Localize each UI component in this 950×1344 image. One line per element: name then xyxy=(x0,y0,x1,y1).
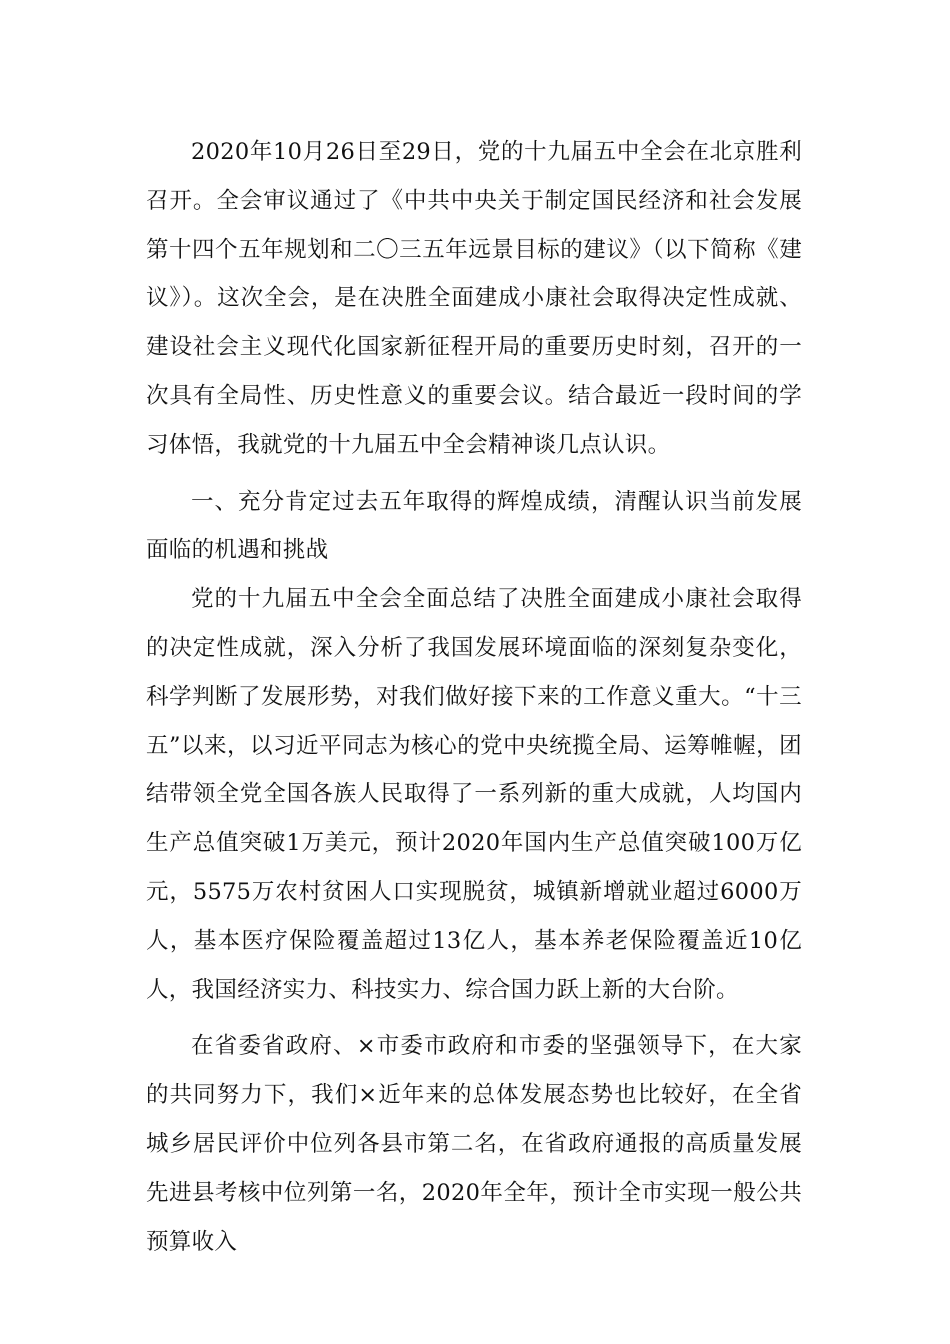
paragraph-intro: 2020年10月26日至29日，党的十九届五中全会在北京胜利召开。全会审议通过了《中共中央关于制定国民经济和社会发展第十四个五年规划和二〇三五年远景目标的建议》（以下简称《建议》）。这次全会，是在决胜全面建成小康社会取得决定性成就、建设社会主义现代化国家新征程开局的重要历史时刻，召开的一次具有全局性、历史性意义的重要会议。结合最近一段时间的学习体悟，我就党的十九届五中全会精神谈几点认识。 xyxy=(146,139,802,458)
section-heading-1: 一、充分肯定过去五年取得的辉煌成绩，清醒认识当前发展面临的机遇和挑战 xyxy=(146,488,802,564)
paragraph-achievements: 党的十九届五中全会全面总结了决胜全面建成小康社会取得的决定性成就，深入分析了我国发展环境面临的深刻复杂变化，科学判断了发展形势，对我们做好接下来的工作意义重大。“十三五”以来，以习近平同志为核心的党中央统揽全局、运筹帷幄，团结带领全党全国各族人民取得了一系列新的重大成就，人均国内生产总值突破1万美元，预计2020年国内生产总值突破100万亿元，5575万农村贫困人口实现脱贫，城镇新增就业超过6000万人，基本医疗保险覆盖超过13亿人，基本养老保险覆盖近10亿人，我国经济实力、科技实力、综合国力跃上新的大台阶。 xyxy=(146,586,802,1003)
document-body xyxy=(146,128,802,1266)
paragraph-local-development: 在省委省政府、×市委市政府和市委的坚强领导下，在大家的共同努力下，我们×近年来的总体发展态势也比较好，在全省城乡居民评价中位列各县市第二名，在省政府通报的高质量发展先进县考核中位列第一名，2020年全年，预计全市实现一般公共预算收入 xyxy=(146,1033,802,1255)
